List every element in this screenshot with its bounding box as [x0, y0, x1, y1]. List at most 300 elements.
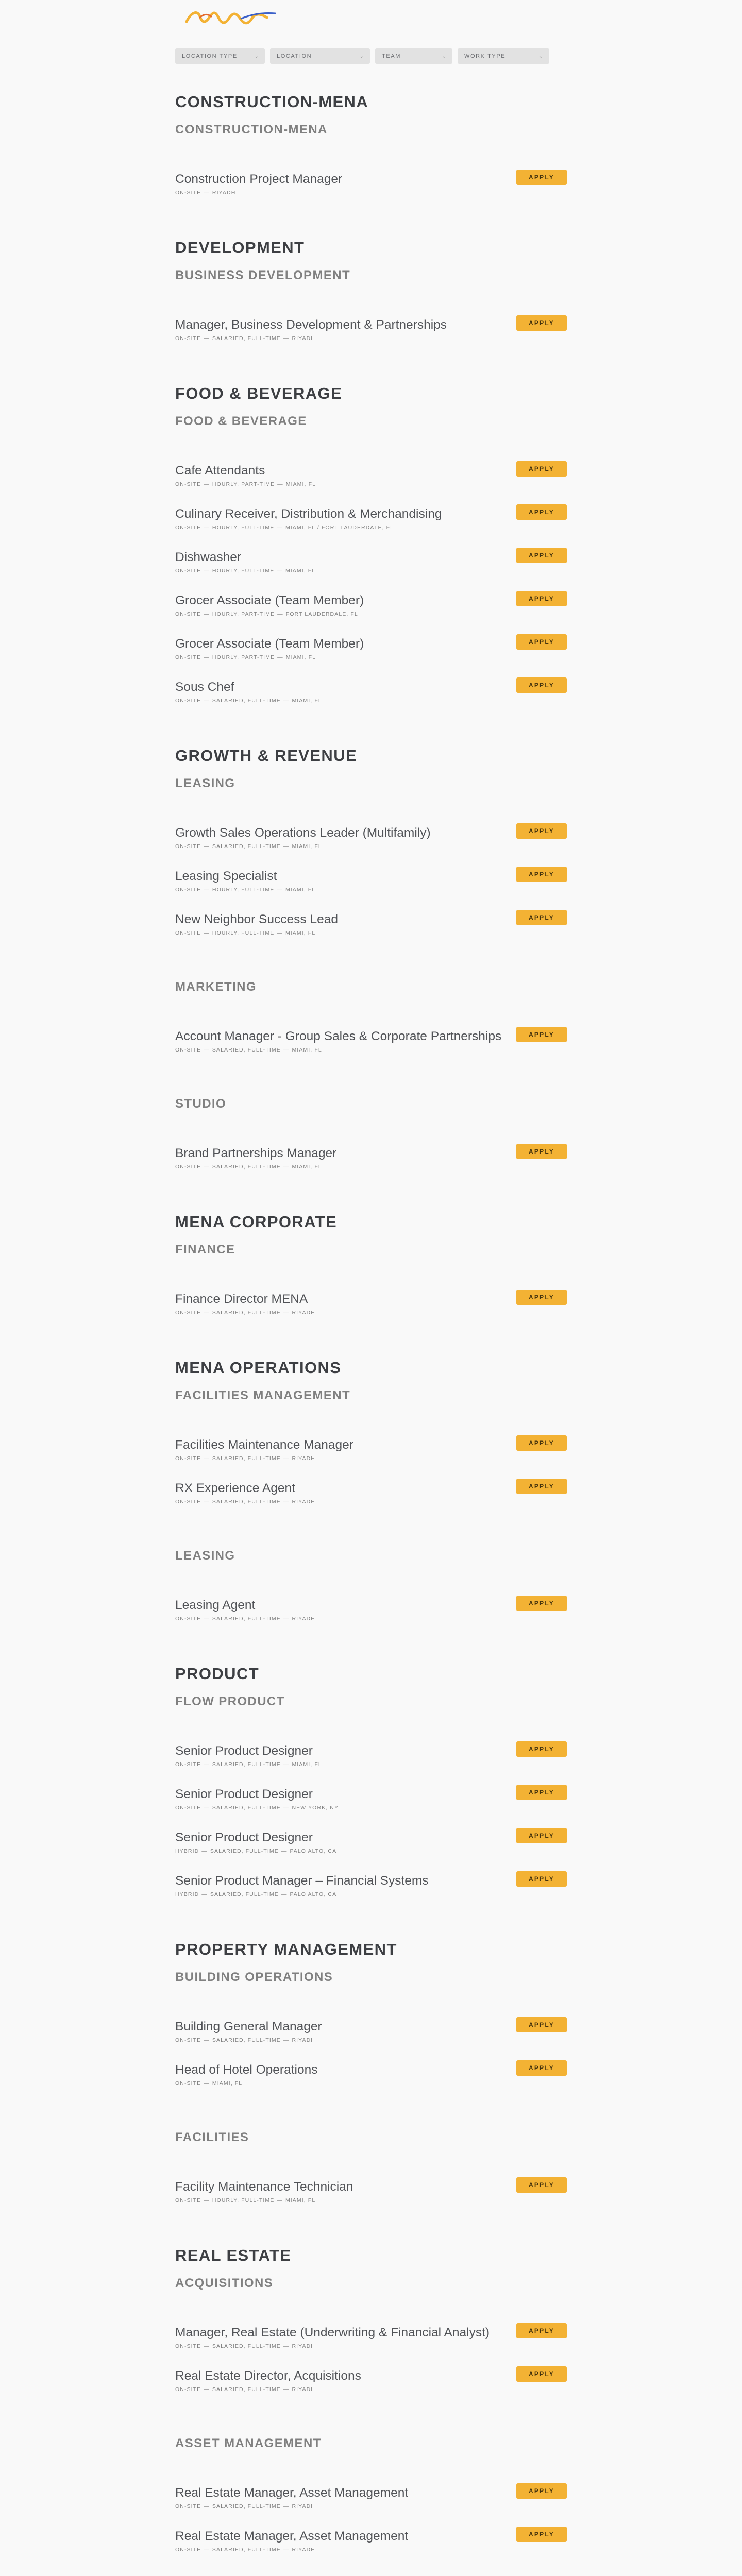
department-title: PROPERTY MANAGEMENT: [175, 1940, 397, 1958]
filter-label: WORK TYPE: [464, 53, 506, 59]
meta-separator: —: [283, 1047, 290, 1053]
department-title: MENA OPERATIONS: [175, 1359, 342, 1377]
department-group: [175, 1210, 567, 1355]
job-posting[interactable]: [175, 2323, 567, 2366]
job-title[interactable]: Culinary Receiver, Distribution & Merchandising: [175, 507, 442, 521]
team-title: ACQUISITIONS: [175, 2276, 274, 2290]
meta-separator: —: [277, 611, 283, 617]
job-meta-item: ON-SITE: [175, 1616, 201, 1622]
job-meta-item: ON-SITE: [175, 2197, 201, 2204]
team-section: [175, 1522, 567, 1639]
job-meta-item: RIYADH: [292, 1455, 315, 1462]
job-meta-item: HOURLY, PART-TIME: [212, 481, 275, 487]
job-meta-item: RIYADH: [292, 1499, 315, 1505]
meta-separator: —: [283, 1164, 290, 1170]
chevron-down-icon: ⌄: [254, 53, 259, 59]
job-meta: [175, 188, 567, 197]
job-meta: [175, 1454, 567, 1463]
job-meta-item: ON-SITE: [175, 2343, 201, 2349]
job-meta-item: MIAMI, FL: [292, 1047, 322, 1053]
team-section: [175, 2410, 567, 2570]
job-meta-item: RIYADH: [212, 190, 236, 196]
job-meta: [175, 2342, 567, 2351]
department-title: PRODUCT: [175, 1665, 260, 1683]
department-title: DEVELOPMENT: [175, 239, 305, 257]
team-title: CONSTRUCTION-MENA: [175, 123, 328, 137]
job-meta-item: SALARIED, FULL-TIME: [212, 698, 281, 704]
job-meta-item: SALARIED, FULL-TIME: [210, 1891, 279, 1897]
meta-separator: —: [283, 2037, 290, 2043]
team-title: FACILITIES MANAGEMENT: [175, 1388, 351, 1402]
job-meta-item: RIYADH: [292, 1310, 315, 1316]
apply-button[interactable]: APPLY: [516, 1027, 567, 1042]
job-posting[interactable]: [175, 461, 567, 504]
job-meta-item: ON-SITE: [175, 611, 201, 617]
meta-separator: —: [204, 568, 210, 574]
apply-button[interactable]: APPLY: [516, 1435, 567, 1451]
job-meta-item: HOURLY, PART-TIME: [212, 654, 275, 660]
meta-separator: —: [204, 481, 210, 487]
meta-separator: —: [204, 930, 210, 936]
job-title[interactable]: Finance Director MENA: [175, 1292, 308, 1306]
job-title[interactable]: Facility Maintenance Technician: [175, 2180, 353, 2194]
job-title[interactable]: Dishwasher: [175, 550, 241, 564]
job-posting[interactable]: [175, 1027, 567, 1070]
apply-button[interactable]: APPLY: [516, 910, 567, 925]
meta-separator: —: [277, 930, 283, 936]
job-meta-item: SALARIED, FULL-TIME: [210, 1848, 279, 1854]
department-group: [175, 235, 567, 381]
apply-button[interactable]: APPLY: [516, 823, 567, 839]
job-meta-item: ON-SITE: [175, 568, 201, 574]
job-meta-item: MIAMI, FL: [285, 930, 316, 936]
job-meta: [175, 523, 567, 532]
filter-label: LOCATION: [277, 53, 312, 59]
team-title: FINANCE: [175, 1243, 235, 1257]
job-meta: [175, 653, 567, 662]
chevron-down-icon: ⌄: [359, 53, 364, 59]
job-title[interactable]: Manager, Real Estate (Underwriting & Financial Analyst): [175, 2326, 490, 2340]
team-section: [175, 2104, 567, 2221]
flow-logo[interactable]: [175, 0, 567, 31]
job-posting[interactable]: [175, 1479, 567, 1522]
job-posting[interactable]: [175, 1828, 567, 1871]
meta-separator: —: [204, 335, 210, 342]
job-title[interactable]: Manager, Business Development & Partnerships: [175, 318, 447, 332]
job-meta-item: PALO ALTO, CA: [290, 1848, 337, 1854]
apply-button[interactable]: APPLY: [516, 1596, 567, 1611]
job-meta: [175, 1308, 567, 1317]
job-meta-item: SALARIED, FULL-TIME: [212, 1805, 281, 1811]
job-title[interactable]: Grocer Associate (Team Member): [175, 637, 364, 651]
team-section: [175, 1238, 567, 1333]
job-title[interactable]: Head of Hotel Operations: [175, 2063, 318, 2077]
job-meta-item: HOURLY, FULL-TIME: [212, 2197, 275, 2204]
filter-work-type[interactable]: [458, 48, 549, 64]
job-meta-item: ON-SITE: [175, 1164, 201, 1170]
team-section: [175, 263, 567, 359]
meta-separator: —: [283, 2386, 290, 2393]
job-meta: [175, 2079, 567, 2088]
team-title: FACILITIES: [175, 2130, 249, 2144]
meta-separator: —: [204, 654, 210, 660]
job-title[interactable]: Brand Partnerships Manager: [175, 1146, 337, 1160]
job-meta-item: HOURLY, FULL-TIME: [212, 568, 275, 574]
team-section: [175, 771, 567, 953]
job-meta-item: ON-SITE: [175, 887, 201, 893]
meta-separator: —: [281, 1891, 288, 1897]
meta-separator: —: [204, 843, 210, 850]
job-meta: [175, 334, 567, 343]
job-meta: [175, 566, 567, 575]
job-posting[interactable]: [175, 591, 567, 634]
job-posting[interactable]: [175, 2527, 567, 2570]
department-group: [175, 1355, 567, 1662]
job-meta-item: SALARIED, FULL-TIME: [212, 1455, 281, 1462]
meta-separator: —: [283, 843, 290, 850]
filter-team[interactable]: [375, 48, 452, 64]
job-meta-item: ON-SITE: [175, 2503, 201, 2510]
meta-separator: —: [204, 1805, 210, 1811]
apply-button[interactable]: APPLY: [516, 591, 567, 606]
job-meta-item: RIYADH: [292, 2386, 315, 2393]
job-posting[interactable]: [175, 1596, 567, 1639]
job-title[interactable]: Senior Product Manager – Financial Systems: [175, 1874, 429, 1888]
job-posting[interactable]: [175, 504, 567, 548]
job-posting[interactable]: [175, 910, 567, 953]
department-group: [175, 1662, 567, 1937]
team-section: [175, 1383, 567, 1522]
department-title: REAL ESTATE: [175, 2246, 292, 2264]
meta-separator: —: [204, 698, 210, 704]
meta-separator: —: [283, 335, 290, 342]
job-meta: [175, 2385, 567, 2394]
team-section: [175, 1689, 567, 1914]
chevron-down-icon: ⌄: [538, 53, 543, 59]
meta-separator: —: [204, 611, 210, 617]
job-meta: [175, 2036, 567, 2045]
meta-separator: —: [204, 2037, 210, 2043]
job-meta: [175, 2196, 567, 2205]
job-title[interactable]: Real Estate Manager, Asset Management: [175, 2486, 409, 2500]
job-meta-item: SALARIED, FULL-TIME: [212, 335, 281, 342]
team-section: [175, 409, 567, 721]
job-meta: [175, 609, 567, 619]
job-posting[interactable]: [175, 315, 567, 359]
job-title[interactable]: Real Estate Manager, Asset Management: [175, 2529, 409, 2543]
apply-button[interactable]: APPLY: [516, 1479, 567, 1494]
department-group: [175, 2243, 567, 2576]
job-meta: [175, 2545, 567, 2554]
meta-separator: —: [204, 524, 210, 531]
job-title[interactable]: Account Manager - Group Sales & Corporate Partnerships: [175, 1029, 502, 1043]
job-title[interactable]: Leasing Specialist: [175, 869, 277, 883]
meta-separator: —: [204, 1499, 210, 1505]
meta-separator: —: [277, 524, 283, 531]
job-meta-item: SALARIED, FULL-TIME: [212, 2547, 281, 2553]
filter-label: LOCATION TYPE: [182, 53, 238, 59]
apply-button[interactable]: APPLY: [516, 2366, 567, 2382]
flow-logo-icon: [184, 7, 282, 28]
job-title[interactable]: Construction Project Manager: [175, 172, 343, 186]
meta-separator: —: [204, 1164, 210, 1170]
job-posting[interactable]: [175, 170, 567, 213]
meta-separator: —: [277, 481, 283, 487]
job-meta-item: ON-SITE: [175, 1310, 201, 1316]
filter-bar: [175, 48, 567, 65]
apply-button[interactable]: APPLY: [516, 461, 567, 477]
job-meta-item: RIYADH: [292, 2343, 315, 2349]
apply-button[interactable]: APPLY: [516, 2323, 567, 2338]
apply-button[interactable]: APPLY: [516, 1785, 567, 1800]
job-title[interactable]: Cafe Attendants: [175, 464, 265, 478]
job-meta-item: SALARIED, FULL-TIME: [212, 1499, 281, 1505]
job-meta-item: ON-SITE: [175, 2386, 201, 2393]
apply-button[interactable]: APPLY: [516, 1144, 567, 1159]
apply-button[interactable]: APPLY: [516, 2177, 567, 2193]
job-posting[interactable]: [175, 1871, 567, 1914]
job-posting[interactable]: [175, 1290, 567, 1333]
filter-location-type[interactable]: [175, 48, 265, 64]
job-meta-item: RIYADH: [292, 2037, 315, 2043]
meta-separator: —: [204, 2386, 210, 2393]
team-title: LEASING: [175, 776, 235, 790]
job-meta-item: ON-SITE: [175, 1455, 201, 1462]
job-meta-item: SALARIED, FULL-TIME: [212, 1761, 281, 1768]
job-title[interactable]: Facilities Maintenance Manager: [175, 1438, 353, 1452]
job-meta-item: HOURLY, FULL-TIME: [212, 524, 275, 531]
job-meta: [175, 1890, 567, 1899]
job-title[interactable]: Building General Manager: [175, 2020, 322, 2033]
job-meta-item: ON-SITE: [175, 654, 201, 660]
postings-list: [175, 90, 567, 2576]
team-section: [175, 1965, 567, 2104]
job-meta-item: SALARIED, FULL-TIME: [212, 1164, 281, 1170]
job-posting[interactable]: [175, 677, 567, 721]
job-meta-item: MIAMI, FL: [285, 2197, 316, 2204]
job-meta-item: ON-SITE: [175, 2080, 201, 2087]
job-title[interactable]: Senior Product Designer: [175, 1787, 313, 1801]
job-posting[interactable]: [175, 2017, 567, 2060]
meta-separator: —: [204, 2547, 210, 2553]
job-posting[interactable]: [175, 2177, 567, 2221]
department-title: GROWTH & REVENUE: [175, 747, 358, 765]
apply-button[interactable]: APPLY: [516, 315, 567, 331]
job-posting[interactable]: [175, 1435, 567, 1479]
meta-separator: —: [204, 1310, 210, 1316]
meta-separator: —: [283, 1455, 290, 1462]
meta-separator: —: [204, 2503, 210, 2510]
department-title: MENA CORPORATE: [175, 1213, 338, 1231]
department-group: [175, 90, 567, 235]
team-title: LEASING: [175, 1549, 235, 1563]
job-posting[interactable]: [175, 1741, 567, 1785]
job-meta-item: HOURLY, FULL-TIME: [212, 887, 275, 893]
job-meta-item: SALARIED, FULL-TIME: [212, 2037, 281, 2043]
meta-separator: —: [283, 2343, 290, 2349]
meta-separator: —: [204, 2343, 210, 2349]
job-meta-item: MIAMI, FL: [285, 481, 316, 487]
meta-separator: —: [283, 1499, 290, 1505]
job-meta-item: HOURLY, FULL-TIME: [212, 930, 275, 936]
apply-button[interactable]: APPLY: [516, 1741, 567, 1757]
department-title: FOOD & BEVERAGE: [175, 384, 343, 402]
job-posting[interactable]: [175, 867, 567, 910]
filter-location[interactable]: [270, 48, 370, 64]
apply-button[interactable]: APPLY: [516, 677, 567, 693]
job-meta-item: ON-SITE: [175, 2547, 201, 2553]
job-meta: [175, 842, 567, 851]
job-meta-item: ON-SITE: [175, 190, 201, 196]
job-meta-item: RIYADH: [292, 2503, 315, 2510]
job-meta-item: MIAMI, FL: [285, 568, 316, 574]
team-section: [175, 1070, 567, 1187]
job-meta-item: ON-SITE: [175, 1499, 201, 1505]
apply-button[interactable]: APPLY: [516, 2527, 567, 2542]
job-meta-item: ON-SITE: [175, 481, 201, 487]
meta-separator: —: [204, 1761, 210, 1768]
meta-separator: —: [277, 568, 283, 574]
meta-separator: —: [281, 1848, 288, 1854]
job-title[interactable]: Senior Product Designer: [175, 1831, 313, 1844]
job-meta-item: SALARIED, FULL-TIME: [212, 2343, 281, 2349]
job-meta: [175, 1497, 567, 1506]
job-meta-item: MIAMI, FL: [285, 887, 316, 893]
chevron-down-icon: ⌄: [442, 53, 446, 59]
job-title[interactable]: Growth Sales Operations Leader (Multifamily): [175, 826, 431, 840]
job-meta-item: ON-SITE: [175, 698, 201, 704]
job-meta: [175, 928, 567, 938]
job-meta-item: ON-SITE: [175, 524, 201, 531]
job-meta-item: ON-SITE: [175, 930, 201, 936]
apply-button[interactable]: APPLY: [516, 2483, 567, 2499]
job-posting[interactable]: [175, 2366, 567, 2410]
department-title: CONSTRUCTION-MENA: [175, 93, 369, 111]
meta-separator: —: [283, 2503, 290, 2510]
apply-button[interactable]: APPLY: [516, 548, 567, 563]
job-meta-item: ON-SITE: [175, 1761, 201, 1768]
meta-separator: —: [277, 887, 283, 893]
job-meta: [175, 1614, 567, 1623]
job-meta-item: MIAMI, FL: [212, 2080, 243, 2087]
team-section: [175, 117, 567, 213]
job-meta-item: MIAMI, FL: [292, 698, 322, 704]
apply-button[interactable]: APPLY: [516, 170, 567, 185]
job-title[interactable]: New Neighbor Success Lead: [175, 912, 338, 926]
job-meta-item: SALARIED, FULL-TIME: [212, 1310, 281, 1316]
job-posting[interactable]: [175, 548, 567, 591]
team-title: BUSINESS DEVELOPMENT: [175, 268, 351, 282]
apply-button[interactable]: APPLY: [516, 1290, 567, 1305]
job-meta-item: ON-SITE: [175, 843, 201, 850]
meta-separator: —: [201, 1848, 208, 1854]
job-title[interactable]: RX Experience Agent: [175, 1481, 295, 1495]
team-title: FLOW PRODUCT: [175, 1694, 285, 1708]
job-title[interactable]: Real Estate Director, Acquisitions: [175, 2369, 361, 2383]
meta-separator: —: [283, 1761, 290, 1768]
meta-separator: —: [204, 190, 210, 196]
team-title: ASSET MANAGEMENT: [175, 2436, 322, 2450]
job-meta-item: MIAMI, FL / FORT LAUDERDALE, FL: [285, 524, 394, 531]
job-title[interactable]: Sous Chef: [175, 680, 234, 694]
apply-button[interactable]: APPLY: [516, 2060, 567, 2076]
job-meta: [175, 1803, 567, 1812]
job-meta: [175, 1045, 567, 1055]
job-title[interactable]: Grocer Associate (Team Member): [175, 594, 364, 607]
meta-separator: —: [283, 1805, 290, 1811]
job-meta-item: HYBRID: [175, 1891, 199, 1897]
job-posting[interactable]: [175, 1144, 567, 1187]
job-meta: [175, 2502, 567, 2511]
job-meta-item: PALO ALTO, CA: [290, 1891, 337, 1897]
team-title: FOOD & BEVERAGE: [175, 414, 307, 428]
job-meta-item: SALARIED, FULL-TIME: [212, 2503, 281, 2510]
meta-separator: —: [204, 887, 210, 893]
job-posting[interactable]: [175, 1785, 567, 1828]
job-meta: [175, 1846, 567, 1856]
job-meta-item: SALARIED, FULL-TIME: [212, 843, 281, 850]
meta-separator: —: [283, 1310, 290, 1316]
job-meta-item: SALARIED, FULL-TIME: [212, 1616, 281, 1622]
job-meta-item: SALARIED, FULL-TIME: [212, 1047, 281, 1053]
job-posting[interactable]: [175, 634, 567, 677]
filter-label: TEAM: [382, 53, 401, 59]
apply-button[interactable]: APPLY: [516, 2017, 567, 2032]
apply-button[interactable]: APPLY: [516, 1871, 567, 1887]
department-group: [175, 381, 567, 743]
apply-button[interactable]: APPLY: [516, 634, 567, 650]
team-title: STUDIO: [175, 1097, 227, 1111]
job-meta: [175, 1760, 567, 1769]
team-title: BUILDING OPERATIONS: [175, 1970, 333, 1984]
job-meta-item: RIYADH: [292, 1616, 315, 1622]
job-meta-item: NEW YORK, NY: [292, 1805, 339, 1811]
job-meta-item: FORT LAUDERDALE, FL: [285, 611, 358, 617]
job-posting[interactable]: [175, 823, 567, 867]
job-meta: [175, 1162, 567, 1172]
job-meta-item: MIAMI, FL: [292, 1164, 322, 1170]
meta-separator: —: [283, 1616, 290, 1622]
meta-separator: —: [204, 1616, 210, 1622]
apply-button[interactable]: APPLY: [516, 504, 567, 520]
job-meta-item: HYBRID: [175, 1848, 199, 1854]
meta-separator: —: [204, 1455, 210, 1462]
meta-separator: —: [204, 2197, 210, 2204]
job-posting[interactable]: [175, 2060, 567, 2104]
job-meta-item: MIAMI, FL: [285, 654, 316, 660]
job-meta-item: MIAMI, FL: [292, 1761, 322, 1768]
job-title[interactable]: Senior Product Designer: [175, 1744, 313, 1758]
meta-separator: —: [283, 2547, 290, 2553]
job-meta-item: ON-SITE: [175, 1047, 201, 1053]
apply-button[interactable]: APPLY: [516, 867, 567, 882]
team-title: MARKETING: [175, 980, 257, 994]
job-posting[interactable]: [175, 2483, 567, 2527]
job-meta-item: ON-SITE: [175, 2037, 201, 2043]
meta-separator: —: [277, 654, 283, 660]
job-meta-item: RIYADH: [292, 335, 315, 342]
job-meta-item: SALARIED, FULL-TIME: [212, 2386, 281, 2393]
meta-separator: —: [204, 1047, 210, 1053]
job-title[interactable]: Leasing Agent: [175, 1598, 256, 1612]
meta-separator: —: [277, 2197, 283, 2204]
apply-button[interactable]: APPLY: [516, 1828, 567, 1843]
job-meta-item: RIYADH: [292, 2547, 315, 2553]
meta-separator: —: [201, 1891, 208, 1897]
job-meta: [175, 885, 567, 894]
department-group: [175, 1937, 567, 2243]
department-group: [175, 743, 567, 1210]
